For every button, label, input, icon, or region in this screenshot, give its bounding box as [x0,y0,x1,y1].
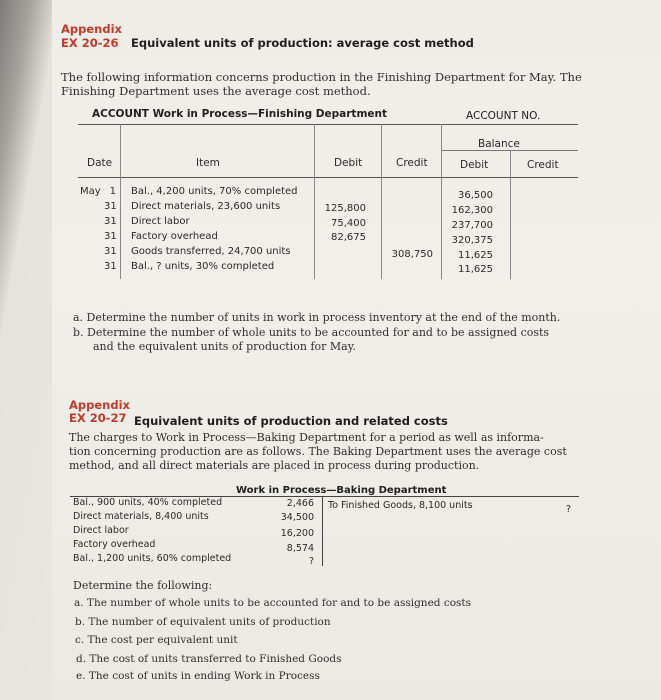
ex1-number: EX 20-26 [61,36,119,50]
ex2-item-b: b. The number of equivalent units of production [75,616,331,628]
row-item: Direct materials, 23,600 units [131,201,281,212]
ex2-determine: Determine the following: [73,579,213,592]
row-item: Factory overhead [131,231,218,242]
debit-label: Direct materials, 8,400 units [73,511,209,522]
ledger-col-bal-credit: Credit [527,159,559,171]
debit-label: Bal., 1,200 units, 60% completed [73,553,232,564]
ledger-month: May [80,186,101,197]
ex2-number: EX 20-27 [69,411,127,425]
row-debit: 82,675 [331,232,366,243]
row-balance: 237,700 [451,220,493,231]
ex1-appendix-label: Appendix [61,22,122,36]
row-balance: 162,300 [451,205,493,216]
ex2-intro-line3: method, and all direct materials are placed in process during production. [69,459,480,472]
row-day: 31 [104,246,117,257]
row-day: 31 [104,231,117,242]
ledger-col-credit: Credit [396,157,428,169]
debit-amount: 16,200 [280,528,314,539]
ex2-item-d: d. The cost of units transferred to Finished Goods [76,653,342,665]
ex2-intro-line2: tion concerning production are as follows. The Baking Department uses the average cost [69,445,567,458]
ex2-title: Equivalent units of production and related costs [134,414,448,428]
debit-label: Factory overhead [73,539,156,550]
row-item: Direct labor [131,216,190,227]
row-balance: 11,625 [458,250,493,261]
row-balance: 11,625 [458,264,493,275]
ledger-col-divider-baldebit [510,150,511,279]
debit-label: Direct labor [73,525,129,536]
ex2-item-e: e. The cost of units in ending Work in Process [76,670,320,682]
ledger-header-rule [78,177,578,178]
ex2-item-a: a. The number of whole units to be accounted for and to be assigned costs [74,597,472,609]
row-credit: 308,750 [391,249,433,260]
credit-label: To Finished Goods, 8,100 units [328,500,473,511]
row-day: 31 [104,216,117,227]
ledger-col-date: Date [87,157,113,169]
debit-amount: ? [308,556,314,567]
row-day: 31 [104,261,117,272]
debit-amount: 8,574 [286,543,314,554]
row-debit: 125,800 [324,203,366,214]
row-day: 31 [104,201,117,212]
ex2-intro-line1: The charges to Work in Process—Baking Department for a period as well as informa- [69,431,544,444]
ledger-col-debit: Debit [334,157,363,169]
row-item: Bal., ? units, 30% completed [131,261,275,272]
row-balance: 36,500 [458,190,493,201]
ledger-col-item: Item [196,157,220,169]
ex1-title: Equivalent units of production: average cost method [131,36,474,50]
t-account-divider [322,496,323,566]
credit-amount: ? [566,504,572,515]
ledger-col-bal-debit: Debit [460,159,489,171]
ex1-question-a: a. Determine the number of units in work in process inventory at the end of the month. [73,311,561,324]
ex1-account-label: ACCOUNT Work in Process—Finishing Department [92,108,388,120]
ex2-item-c: c. The cost per equivalent unit [75,634,238,646]
ex1-account-no: ACCOUNT NO. [466,110,541,122]
ex1-intro-line1: The following information concerns production in the Finishing Department for May. The [61,70,582,84]
row-day: 1 [109,186,116,197]
debit-label: Bal., 900 units, 40% completed [73,497,223,508]
t-account-title: Work in Process—Baking Department [236,485,447,496]
ex2-appendix-label: Appendix [69,398,130,412]
ledger-top-rule [78,124,578,125]
row-debit: 75,400 [331,218,366,229]
ledger-col-divider-item [314,124,315,279]
ex1-question-b-line2: and the equivalent units of production for May. [93,340,356,353]
ledger-col-divider-day [120,124,121,279]
ledger-balance-header: Balance [478,138,520,150]
row-balance: 320,375 [451,235,493,246]
debit-amount: 2,466 [286,498,314,509]
row-item: Goods transferred, 24,700 units [131,246,291,257]
ex1-intro-line2: Finishing Department uses the average cost method. [61,84,371,98]
ex1-question-b-line1: b. Determine the number of whole units to be accounted for and to be assigned costs [73,326,550,339]
row-item: Bal., 4,200 units, 70% completed [131,186,298,197]
debit-amount: 34,500 [280,512,314,523]
